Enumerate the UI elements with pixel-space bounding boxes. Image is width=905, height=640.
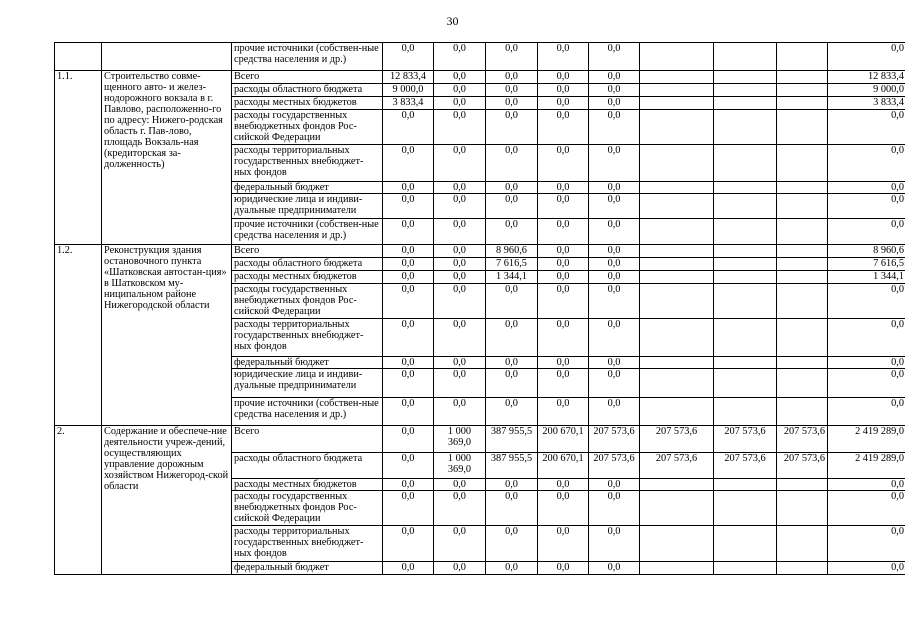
value-cell: 0,0 xyxy=(383,526,434,562)
value-cell: 0,0 xyxy=(538,43,589,71)
value-cell: 0,0 xyxy=(828,182,905,194)
value-cell xyxy=(777,284,828,319)
value-cell: 1 344,1 xyxy=(828,271,905,284)
value-cell: 0,0 xyxy=(828,398,905,426)
value-cell: 0,0 xyxy=(538,145,589,182)
funding-source: расходы территориальных государственных внебюджет-ных фондов xyxy=(232,526,383,562)
value-cell: 3 833,4 xyxy=(383,97,434,110)
value-cell: 0,0 xyxy=(486,284,538,319)
value-cell: 0,0 xyxy=(589,398,640,426)
funding-source: расходы государственных внебюджетных фондов Рос-сийской Федерации xyxy=(232,491,383,526)
value-cell: 0,0 xyxy=(434,319,486,357)
value-cell: 0,0 xyxy=(434,71,486,84)
value-cell: 0,0 xyxy=(383,398,434,426)
value-cell xyxy=(777,398,828,426)
value-cell: 0,0 xyxy=(538,319,589,357)
value-cell xyxy=(777,145,828,182)
value-cell: 0,0 xyxy=(383,284,434,319)
value-cell: 0,0 xyxy=(589,219,640,245)
value-cell: 0,0 xyxy=(434,97,486,110)
value-cell xyxy=(777,245,828,258)
value-cell: 0,0 xyxy=(383,182,434,194)
value-cell: 0,0 xyxy=(383,453,434,479)
value-cell xyxy=(640,479,714,491)
value-cell: 0,0 xyxy=(434,369,486,398)
value-cell: 0,0 xyxy=(486,97,538,110)
value-cell: 0,0 xyxy=(589,194,640,219)
value-cell: 0,0 xyxy=(589,357,640,369)
value-cell: 0,0 xyxy=(589,110,640,145)
value-cell: 0,0 xyxy=(589,479,640,491)
value-cell: 387 955,5 xyxy=(486,426,538,453)
funding-source: расходы государственных внебюджетных фондов Рос-сийской Федерации xyxy=(232,110,383,145)
value-cell: 8 960,6 xyxy=(828,245,905,258)
value-cell: 0,0 xyxy=(486,71,538,84)
value-cell: 1 344,1 xyxy=(486,271,538,284)
value-cell xyxy=(640,245,714,258)
value-cell: 0,0 xyxy=(434,258,486,271)
value-cell: 0,0 xyxy=(383,271,434,284)
value-cell: 0,0 xyxy=(383,357,434,369)
value-cell: 0,0 xyxy=(828,194,905,219)
value-cell: 207 573,6 xyxy=(640,453,714,479)
value-cell: 0,0 xyxy=(828,43,905,71)
value-cell xyxy=(640,84,714,97)
value-cell: 0,0 xyxy=(486,526,538,562)
value-cell xyxy=(777,71,828,84)
value-cell: 0,0 xyxy=(383,479,434,491)
value-cell: 0,0 xyxy=(434,219,486,245)
funding-source: прочие источники (собствен-ные средства населения и др.) xyxy=(232,398,383,426)
value-cell xyxy=(714,357,777,369)
value-cell: 1 000 369,0 xyxy=(434,426,486,453)
value-cell: 0,0 xyxy=(434,491,486,526)
value-cell: 207 573,6 xyxy=(589,453,640,479)
value-cell: 0,0 xyxy=(538,369,589,398)
value-cell xyxy=(777,369,828,398)
item-number: 1.2. xyxy=(55,245,102,426)
value-cell: 0,0 xyxy=(538,357,589,369)
value-cell: 0,0 xyxy=(538,97,589,110)
value-cell: 207 573,6 xyxy=(777,453,828,479)
item-name: Содержание и обеспече-ние деятельности учреж-дений, осуществляющих управление дорожным хозяйством Нижегород-ской области xyxy=(102,426,232,575)
value-cell: 12 833,4 xyxy=(383,71,434,84)
table-row xyxy=(55,43,905,71)
value-cell: 0,0 xyxy=(828,491,905,526)
value-cell xyxy=(777,43,828,71)
value-cell xyxy=(777,258,828,271)
value-cell xyxy=(777,562,828,575)
value-cell xyxy=(640,369,714,398)
value-cell xyxy=(714,145,777,182)
value-cell xyxy=(714,479,777,491)
value-cell: 0,0 xyxy=(538,258,589,271)
value-cell: 0,0 xyxy=(589,145,640,182)
value-cell: 0,0 xyxy=(589,97,640,110)
value-cell: 9 000,0 xyxy=(383,84,434,97)
value-cell: 0,0 xyxy=(486,182,538,194)
value-cell xyxy=(640,258,714,271)
value-cell: 207 573,6 xyxy=(589,426,640,453)
value-cell: 0,0 xyxy=(383,194,434,219)
item-number: 1.1. xyxy=(55,71,102,245)
value-cell xyxy=(714,369,777,398)
value-cell: 0,0 xyxy=(538,194,589,219)
value-cell: 207 573,6 xyxy=(640,426,714,453)
value-cell: 0,0 xyxy=(434,84,486,97)
value-cell: 0,0 xyxy=(383,245,434,258)
value-cell xyxy=(640,110,714,145)
value-cell: 0,0 xyxy=(828,319,905,357)
item-number xyxy=(55,43,102,71)
value-cell: 0,0 xyxy=(434,110,486,145)
value-cell: 0,0 xyxy=(828,479,905,491)
value-cell xyxy=(777,110,828,145)
value-cell: 9 000,0 xyxy=(828,84,905,97)
value-cell: 0,0 xyxy=(486,562,538,575)
value-cell xyxy=(714,43,777,71)
value-cell xyxy=(714,562,777,575)
value-cell: 0,0 xyxy=(538,562,589,575)
value-cell: 0,0 xyxy=(589,491,640,526)
value-cell: 0,0 xyxy=(538,284,589,319)
value-cell: 0,0 xyxy=(828,526,905,562)
value-cell xyxy=(714,110,777,145)
value-cell xyxy=(714,245,777,258)
value-cell xyxy=(640,357,714,369)
value-cell: 7 616,5 xyxy=(486,258,538,271)
item-name xyxy=(102,43,232,71)
item-number: 2. xyxy=(55,426,102,575)
value-cell: 0,0 xyxy=(486,369,538,398)
value-cell: 0,0 xyxy=(383,369,434,398)
value-cell: 0,0 xyxy=(538,491,589,526)
value-cell: 2 419 289,0 xyxy=(828,426,905,453)
value-cell: 0,0 xyxy=(434,271,486,284)
value-cell xyxy=(640,97,714,110)
value-cell xyxy=(777,182,828,194)
value-cell: 12 833,4 xyxy=(828,71,905,84)
value-cell xyxy=(640,271,714,284)
table-row xyxy=(55,426,905,453)
page-number: 30 xyxy=(446,14,459,28)
funding-source: расходы территориальных государственных внебюджет-ных фондов xyxy=(232,145,383,182)
value-cell xyxy=(777,194,828,219)
value-cell: 0,0 xyxy=(486,319,538,357)
value-cell: 0,0 xyxy=(828,357,905,369)
value-cell: 0,0 xyxy=(434,562,486,575)
value-cell xyxy=(640,43,714,71)
funding-source: расходы государственных внебюджетных фондов Рос-сийской Федерации xyxy=(232,284,383,319)
value-cell xyxy=(640,194,714,219)
value-cell: 0,0 xyxy=(434,194,486,219)
funding-source: расходы местных бюджетов xyxy=(232,479,383,491)
value-cell: 0,0 xyxy=(383,110,434,145)
value-cell: 0,0 xyxy=(434,245,486,258)
value-cell: 0,0 xyxy=(434,357,486,369)
budget-table xyxy=(54,42,905,575)
value-cell xyxy=(777,84,828,97)
value-cell: 0,0 xyxy=(538,219,589,245)
value-cell xyxy=(714,319,777,357)
funding-source: расходы областного бюджета xyxy=(232,453,383,479)
value-cell: 0,0 xyxy=(828,219,905,245)
value-cell xyxy=(714,526,777,562)
funding-source: федеральный бюджет xyxy=(232,182,383,194)
value-cell xyxy=(777,479,828,491)
value-cell: 0,0 xyxy=(383,426,434,453)
funding-source: юридические лица и индиви-дуальные предприниматели xyxy=(232,194,383,219)
value-cell: 1 000 369,0 xyxy=(434,453,486,479)
table-body xyxy=(55,43,905,575)
value-cell: 0,0 xyxy=(486,145,538,182)
value-cell: 0,0 xyxy=(434,526,486,562)
value-cell xyxy=(714,194,777,219)
value-cell: 0,0 xyxy=(538,479,589,491)
value-cell: 0,0 xyxy=(434,145,486,182)
value-cell: 0,0 xyxy=(434,479,486,491)
value-cell xyxy=(640,398,714,426)
value-cell: 0,0 xyxy=(538,110,589,145)
value-cell xyxy=(714,182,777,194)
value-cell: 0,0 xyxy=(828,369,905,398)
value-cell: 2 419 289,0 xyxy=(828,453,905,479)
item-name: Реконструкция здания остановочного пункта «Шатковская автостан-ция» в Шатковском му-ниципальном районе Нижегородской области xyxy=(102,245,232,426)
value-cell xyxy=(777,271,828,284)
value-cell: 0,0 xyxy=(383,562,434,575)
funding-source: расходы местных бюджетов xyxy=(232,97,383,110)
value-cell: 200 670,1 xyxy=(538,426,589,453)
value-cell: 0,0 xyxy=(486,84,538,97)
funding-source: расходы областного бюджета xyxy=(232,258,383,271)
value-cell xyxy=(714,97,777,110)
value-cell xyxy=(777,491,828,526)
value-cell: 207 573,6 xyxy=(714,453,777,479)
funding-source: федеральный бюджет xyxy=(232,357,383,369)
value-cell: 7 616,5 xyxy=(828,258,905,271)
value-cell: 0,0 xyxy=(589,562,640,575)
value-cell: 0,0 xyxy=(828,284,905,319)
table-row xyxy=(55,245,905,258)
value-cell: 0,0 xyxy=(538,182,589,194)
value-cell xyxy=(640,319,714,357)
value-cell xyxy=(640,145,714,182)
value-cell: 8 960,6 xyxy=(486,245,538,258)
value-cell xyxy=(777,97,828,110)
value-cell: 0,0 xyxy=(538,245,589,258)
value-cell: 0,0 xyxy=(486,219,538,245)
value-cell: 0,0 xyxy=(589,43,640,71)
value-cell: 0,0 xyxy=(486,398,538,426)
value-cell xyxy=(777,219,828,245)
value-cell: 3 833,4 xyxy=(828,97,905,110)
value-cell: 0,0 xyxy=(589,258,640,271)
value-cell: 0,0 xyxy=(383,319,434,357)
value-cell: 0,0 xyxy=(383,43,434,71)
value-cell xyxy=(714,258,777,271)
funding-source: расходы территориальных государственных внебюджет-ных фондов xyxy=(232,319,383,357)
funding-source: расходы областного бюджета xyxy=(232,84,383,97)
value-cell xyxy=(714,284,777,319)
value-cell: 0,0 xyxy=(538,271,589,284)
value-cell: 0,0 xyxy=(828,562,905,575)
funding-source: прочие источники (собствен-ные средства населения и др.) xyxy=(232,43,383,71)
value-cell xyxy=(714,398,777,426)
value-cell: 0,0 xyxy=(589,369,640,398)
value-cell: 0,0 xyxy=(434,182,486,194)
value-cell xyxy=(640,219,714,245)
funding-source: Всего xyxy=(232,426,383,453)
value-cell: 0,0 xyxy=(434,398,486,426)
value-cell xyxy=(640,182,714,194)
value-cell: 0,0 xyxy=(538,526,589,562)
value-cell: 0,0 xyxy=(538,71,589,84)
value-cell xyxy=(777,357,828,369)
value-cell: 0,0 xyxy=(589,182,640,194)
value-cell xyxy=(714,219,777,245)
value-cell: 0,0 xyxy=(589,284,640,319)
funding-source: Всего xyxy=(232,245,383,258)
table-row xyxy=(55,71,905,84)
value-cell: 0,0 xyxy=(828,110,905,145)
item-name: Строительство совме-щенного авто- и желез-нодорожного вокзала в г. Павлово, расположенно-го по адресу: Нижего-родская область г. Пав-лово, площадь Вокзаль-ная (кредиторская за-долженность) xyxy=(102,71,232,245)
value-cell xyxy=(640,491,714,526)
value-cell: 0,0 xyxy=(538,84,589,97)
value-cell: 0,0 xyxy=(486,491,538,526)
value-cell xyxy=(640,71,714,84)
value-cell: 0,0 xyxy=(486,110,538,145)
value-cell: 0,0 xyxy=(538,398,589,426)
value-cell: 0,0 xyxy=(486,194,538,219)
value-cell: 0,0 xyxy=(589,526,640,562)
value-cell xyxy=(714,491,777,526)
value-cell xyxy=(640,526,714,562)
value-cell: 200 670,1 xyxy=(538,453,589,479)
value-cell: 0,0 xyxy=(589,245,640,258)
value-cell: 0,0 xyxy=(383,145,434,182)
value-cell: 0,0 xyxy=(434,284,486,319)
value-cell: 387 955,5 xyxy=(486,453,538,479)
value-cell: 0,0 xyxy=(383,219,434,245)
value-cell xyxy=(714,71,777,84)
funding-source: прочие источники (собствен-ные средства населения и др.) xyxy=(232,219,383,245)
value-cell xyxy=(714,84,777,97)
value-cell: 0,0 xyxy=(434,43,486,71)
value-cell: 0,0 xyxy=(486,43,538,71)
value-cell xyxy=(777,526,828,562)
value-cell: 0,0 xyxy=(383,258,434,271)
funding-source: расходы местных бюджетов xyxy=(232,271,383,284)
value-cell: 0,0 xyxy=(589,319,640,357)
value-cell: 0,0 xyxy=(828,145,905,182)
funding-source: федеральный бюджет xyxy=(232,562,383,575)
value-cell xyxy=(640,562,714,575)
value-cell xyxy=(777,319,828,357)
funding-source: юридические лица и индиви-дуальные предприниматели xyxy=(232,369,383,398)
value-cell xyxy=(640,284,714,319)
value-cell: 207 573,6 xyxy=(777,426,828,453)
value-cell: 0,0 xyxy=(589,71,640,84)
value-cell: 207 573,6 xyxy=(714,426,777,453)
value-cell xyxy=(714,271,777,284)
value-cell: 0,0 xyxy=(486,357,538,369)
funding-source: Всего xyxy=(232,71,383,84)
value-cell: 0,0 xyxy=(486,479,538,491)
value-cell: 0,0 xyxy=(589,271,640,284)
value-cell: 0,0 xyxy=(589,84,640,97)
value-cell: 0,0 xyxy=(383,491,434,526)
